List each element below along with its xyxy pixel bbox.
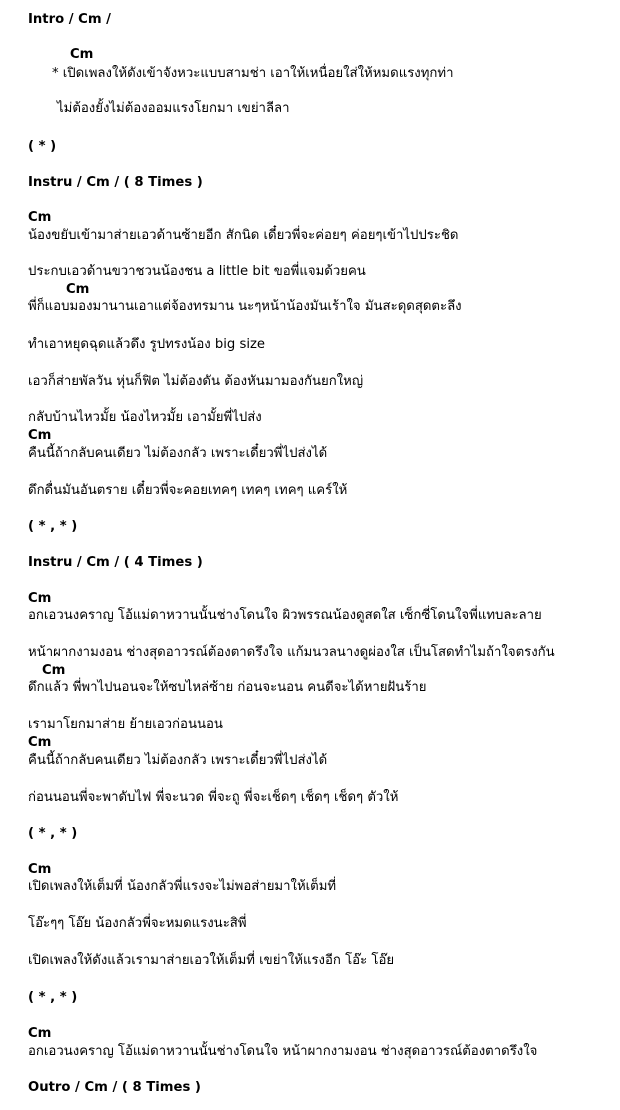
- chord-label: Cm: [28, 210, 52, 225]
- lyric-line: หน้าผากงามงอน ช่างสุดอาวรณ์ต้องตาดรึงใจ แก้มนวลนางดูผ่องใส เป็นโสดทำไมถ้าใจตรงกัน: [28, 645, 555, 660]
- lyric-line: * เปิดเพลงให้ดังเข้าจังหวะแบบสามช่า เอาให้เหนื่อยใส่ให้หมดแรงทุกท่า: [52, 66, 454, 81]
- section-repeat: ( * , * ): [28, 826, 78, 841]
- lyric-line: คืนนี้ถ้ากลับคนเดียว ไม่ต้องกลัว เพราะเดี๋ยวพี่ไปส่งได้: [28, 446, 328, 461]
- chord-label: Cm: [28, 591, 52, 606]
- lyric-line: อกเอวนงคราญ โอ้แม่ดาหวานนั้นช่างโดนใจ หน้าผากงามงอน ช่างสุดอาวรณ์ต้องตาดรึงใจ: [28, 1044, 538, 1059]
- lyric-line: ก่อนนอนพี่จะพาดับไฟ พี่จะนวด พี่จะถู พี่จะเช็ดๆ เช็ดๆ เช็ดๆ ตัวให้: [28, 790, 399, 805]
- chord-label: Cm: [70, 47, 94, 62]
- section-repeat: ( * , * ): [28, 990, 78, 1005]
- lyric-line: ดึกดื่นมันอันตราย เดี๋ยวพี่จะคอยเทคๆ เทคๆ เทคๆ แคร์ให้: [28, 483, 348, 498]
- section-outro: Outro / Cm / ( 8 Times ): [28, 1080, 201, 1095]
- lyric-line: เปิดเพลงให้เต็มที่ น้องกลัวพี่แรงจะไม่พอส่ายมาให้เต็มที่: [28, 879, 337, 894]
- lyric-line: น้องขยับเข้ามาส่ายเอวด้านซ้ายอีก สักนิด เดี๋ยวพี่จะค่อยๆ ค่อยๆเข้าไปประชิด: [28, 228, 459, 243]
- section-instru: Instru / Cm / ( 4 Times ): [28, 555, 203, 570]
- section-repeat: ( * , * ): [28, 519, 78, 534]
- lyric-line: ดึกแล้ว พี่พาไปนอนจะให้ซบไหล่ซ้าย ก่อนจะนอน คนดีจะได้หายฝันร้าย: [28, 680, 427, 695]
- chord-label: Cm: [42, 663, 66, 678]
- lyric-line: เปิดเพลงให้ดังแล้วเรามาส่ายเอวให้เต็มที่ เขย่าให้แรงอีก โอ๊ะ โอ๊ย: [28, 953, 395, 968]
- chord-label: Cm: [28, 1026, 52, 1041]
- lyric-line: อกเอวนงคราญ โอ้แม่ดาหวานนั้นช่างโดนใจ ผิวพรรณน้องดูสดใส เซ็กซี่โดนใจพี่แทบละลาย: [28, 608, 542, 623]
- lyric-line: ประกบเอวด้านขวาชวนน้องชน a little bit ขอพี่แจมด้วยคน: [28, 264, 366, 279]
- chord-label: Cm: [28, 428, 52, 443]
- lyric-line: ทำเอาหยุดฉุดแล้วดึง รูปทรงน้อง big size: [28, 337, 266, 352]
- lyric-line: ไม่ต้องยั้งไม่ต้องออมแรงโยกมา เขย่าลีลา: [57, 101, 290, 116]
- section-repeat: ( * ): [28, 139, 57, 154]
- section-intro: Intro / Cm /: [28, 12, 111, 27]
- lyric-line: พี่ก็แอบมองมานานเอาแต่จ้องทรมาน นะๆหน้าน้องมันเร้าใจ มันสะดุดสุดตะลึง: [28, 299, 462, 314]
- lyric-line: เอวก็ส่ายพัลวัน หุ่นก็ฟิต ไม่ต้องดัน ต้องหันมามองกันยกใหญ่: [28, 374, 364, 389]
- lyric-line: เรามาโยกมาส่าย ย้ายเอวก่อนนอน: [28, 717, 223, 732]
- chord-label: Cm: [28, 862, 52, 877]
- chord-label: Cm: [66, 282, 90, 297]
- lyric-line: โอ๊ะๆๆ โอ๊ย น้องกลัวพี่จะหมดแรงนะสิพี่: [28, 916, 247, 931]
- lyric-line: กลับบ้านไหวมั้ย น้องไหวมั้ย เอามั้ยพี่ไปส่ง: [28, 410, 262, 425]
- lyric-line: คืนนี้ถ้ากลับคนเดียว ไม่ต้องกลัว เพราะเดี๋ยวพี่ไปส่งได้: [28, 753, 328, 768]
- section-instru: Instru / Cm / ( 8 Times ): [28, 175, 203, 190]
- chord-label: Cm: [28, 735, 52, 750]
